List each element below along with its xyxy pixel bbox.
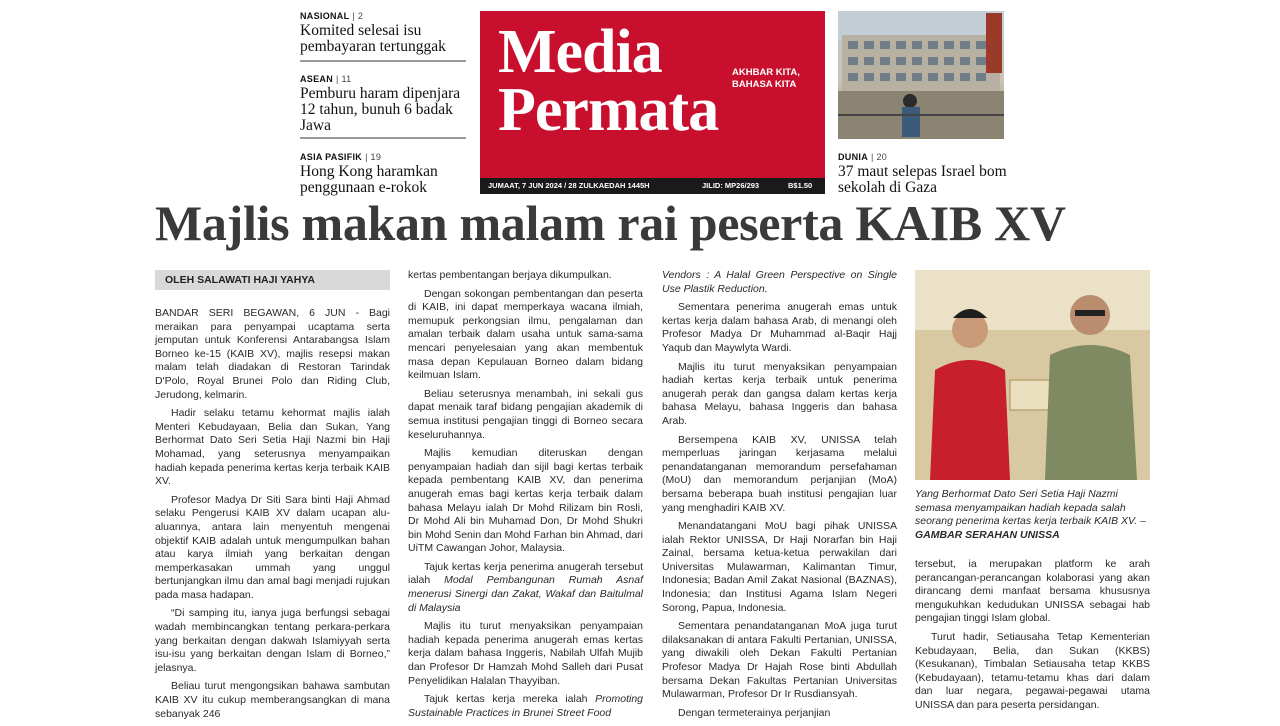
paragraph: Dengan sokongan pembentangan dan peserta di KAIB, ini dapat memperkaya wacana ilmiah, memupuk perkongsian ilmu, pengalaman dan amalan terbaik dalam usaha untuk sama-sama mencari penyelesaian yang akan membentuk masa depan Kepulauan Borneo dalam bidang keilmuan Islam. [408, 287, 643, 382]
paragraph: Beliau seterusnya menambah, ini sekali gus dapat menaik taraf bidang pengajian akademik di semua institusi pengajian tinggi di Borneo secara keseluruhannya. [408, 387, 643, 441]
teaser-headline[interactable]: Komited selesai isu pembayaran tertunggak [300, 22, 446, 55]
paragraph: Sementara penerima anugerah emas untuk kertas kerja dalam bahasa Arab, di menangi oleh Profesor Madya Dr Muhammad al-Baqir Hajj Yaqub dan Maywlyta Wardi. [662, 301, 897, 354]
paragraph: Beliau turut mengongsikan bahawa sambutan KAIB XV itu cukup memberangsangkan di mana sebanyak 246 [155, 680, 390, 720]
teaser-nasional[interactable] [300, 11, 466, 55]
article-column-3 [662, 269, 897, 725]
divider [300, 137, 466, 139]
teaser-headline[interactable]: Hong Kong haramkan penggunaan e-rokok [300, 163, 438, 196]
paper-title: Vendors : A Halal Green Perspective on Single Use Plastik Reduction. [662, 269, 897, 295]
article-column-4 [915, 558, 1150, 718]
article-column-2 [408, 269, 643, 725]
photo-gaza-school [838, 11, 1004, 139]
paragraph: Tajuk kertas kerja mereka ialah Promoting Sustainable Practices in Brunei Street Food [408, 693, 644, 719]
paragraph: BANDAR SERI BEGAWAN, 6 JUN - Bagi meraikan para penyampai ucaptama serta jemputan untuk Konferensi Antarabangsa Islam Borneo ke-15 (KAIB XV), majlis resepsi makan malam telah diadakan di Restoran Tarindak D'Polo, Royal Brunei Polo dan Riding Club, Jerudong, kelmarin. [155, 307, 390, 401]
paragraph: Majlis itu turut menyaksikan penyampaian hadiah kepada penerima anugerah emas kertas kerja dalam bahasa Inggeris, Nabilah Ulfah Mujib dan Profesor Dr Hamzah Mohd Salleh dari Pusat Penyelidikan Halalan Thayyiban. [408, 620, 643, 687]
paragraph: Bersempena KAIB XV, UNISSA telah memperluas jaringan kerjasama melalui penandatanganan memorandum persefahaman (MoU) dan memorandum perjanjian (MoA) bersama beberapa buah institusi pengajian luar yang menghadiri KAIB XV. [662, 433, 897, 514]
teaser-section: ASEAN | 11 [300, 74, 352, 84]
teaser-asean[interactable] [300, 74, 466, 134]
article-byline: OLEH SALAWATI HAJI YAHYA [155, 270, 390, 290]
paragraph: kertas pembentangan berjaya dikumpulkan. [408, 269, 612, 281]
paragraph: tersebut, ia merupakan platform ke arah perancangan-perancangan kolaborasi yang akan dirancang demi manfaat bersama khususnya mengukuhkan kedudukan UNISSA sebagai hab pengajian tinggi Islam global. [915, 558, 1150, 625]
paragraph: Menandatangani MoU bagi pihak UNISSA ialah Rektor UNISSA, Dr Haji Norarfan bin Haji Zainal, bersama ketua-ketua perwakilan dari Universitas Mulawarman, Kalimantan Timur, Indonesia; Badan Amil Zakat Nasional (BAZNAS), Indonesia; dan Institusi Agama Islam Negeri Sorong, Papua, Indonesia. [662, 520, 897, 614]
masthead-info-bar [480, 178, 825, 194]
teaser-asia-pasifik[interactable] [300, 152, 466, 196]
teaser-section: ASIA PASIFIK | 19 [300, 152, 382, 162]
issue-price: B$1.50 [788, 181, 813, 190]
paper-title: Promoting Sustainable Practices in Brunei Street Food [408, 693, 644, 719]
photo-caption: Yang Berhormat Dato Seri Setia Haji Nazmi semasa menyampaikan hadiah kepada salah seorang penerima kertas kerja terbaik KAIB XV. – GAMBAR SERAHAN UNISSA [915, 488, 1146, 541]
paragraph: “Di samping itu, ianya juga berfungsi sebagai wadah membincangkan tentang perkara-perkara yang berkaitan dengan dakwah Islamiyyah serta isu-isu yang berkaitan dengan Islam di Borneo,” jelasnya. [155, 607, 390, 674]
teaser-headline[interactable]: 37 maut selepas Israel bom sekolah di Gaza [838, 163, 1007, 196]
masthead-slogan: AKHBAR KITA, BAHASA KITA [732, 67, 800, 90]
paragraph: Hadir selaku tetamu kehormat majlis ialah Menteri Kebudayaan, Belia dan Sukan, Yang Berhormat Dato Seri Setia Haji Nazmi bin Haji Mohamad, yang seterusnya menyampaikan hadiah kepada penerima kertas kerja terbaik KAIB XV. [155, 407, 390, 488]
paragraph: Sementara penandatanganan MoA juga turut dilaksanakan di antara Fakulti Pertanian, UNISSA, yang diwakili oleh Dekan Fakulti Pertanian Profesor Madya Dr Hajah Rose binti Abdullah bersama Dekan Fakultas Pertanian Universitas Mulawarman, Profesor Dr Ir Rusdiansyah. [662, 620, 897, 701]
photo-award-ceremony [915, 270, 1150, 480]
teaser-headline[interactable]: Pemburu haram dipenjara 12 tahun, bunuh 6 badak Jawa [300, 85, 461, 134]
masthead [480, 11, 825, 194]
divider [300, 60, 466, 62]
paragraph: Turut hadir, Setiausaha Tetap Kementerian Kebudayaan, Belia, dan Sukan (KKBS) (Kesukanan), Timbalan Setiausaha tetap KKBS (Kebudayaan), tetamu-tetamu khas dari dalam dan luar negara, pegawai-pegawai utama UNISSA dan para peserta persidangan. [915, 630, 1150, 711]
paragraph: Profesor Madya Dr Siti Sara binti Haji Ahmad selaku Pengerusi KAIB XV dalam ucapan alu-aluannya, antara lain menyentuh mengenai objektif KAIB adalah untuk mengumpulkan bahan atau karya ilmiah yang berkaitan dengan memperkasakan ummah yang unggul bertunjangkan ilmu dan amal bagi menjadi rujukan pada masa hadapan. [155, 493, 390, 601]
issue-date: JUMAAT, 7 JUN 2024 / 28 ZULKAEDAH 1445H [488, 181, 650, 190]
paragraph: Majlis itu turut menyaksikan penyampaian hadiah kertas kerja terbaik untuk penerima anugerah perak dan gangsa dalam kertas kerja bahasa Melayu, bahasa Inggeris dan bahasa Arab. [662, 360, 897, 427]
article-headline: Majlis makan malam rai peserta KAIB XV [155, 195, 1066, 251]
issue-volume: JILID: MP26/293 [702, 181, 760, 190]
teaser-section: DUNIA | 20 [838, 152, 888, 162]
paper-title: Modal Pembangunan Rumah Asnaf menerusi Sinergi dan Zakat, Wakaf dan Baitulmal di Malaysia [408, 574, 643, 614]
article-column-1 [155, 307, 390, 726]
teaser-dunia[interactable] [838, 152, 1008, 196]
paragraph: Dengan termeterainya perjanjian [678, 706, 831, 719]
masthead-logo: Media Permata [498, 18, 719, 144]
photo-credit: GAMBAR SERAHAN UNISSA [915, 528, 1060, 541]
paragraph: Majlis kemudian diteruskan dengan penyampaian hadiah dan sijil bagi kertas terbaik kepada pembentang KAIB XV, dan penerima anugerah emas bagi kertas kerja terbaik dalam bahasa Melayu ialah Dr Mohd Rilizam bin Rosli, Dr Mohd Ali bin Muhamad Don, Dr Mohd Shukri bin Mohd Senin dan Mohd Farhan bin Ahmad, dari UiTM Cawangan Johor, Malaysia. [408, 447, 643, 555]
teaser-section: NASIONAL | 2 [300, 11, 364, 21]
paragraph [662, 269, 897, 296]
paragraph: Tajuk kertas kerja penerima anugerah tersebut ialah Modal Pembangunan Rumah Asnaf menerusi Sinergi dan Zakat, Wakaf dan Baitulmal di Malaysia [408, 560, 643, 614]
